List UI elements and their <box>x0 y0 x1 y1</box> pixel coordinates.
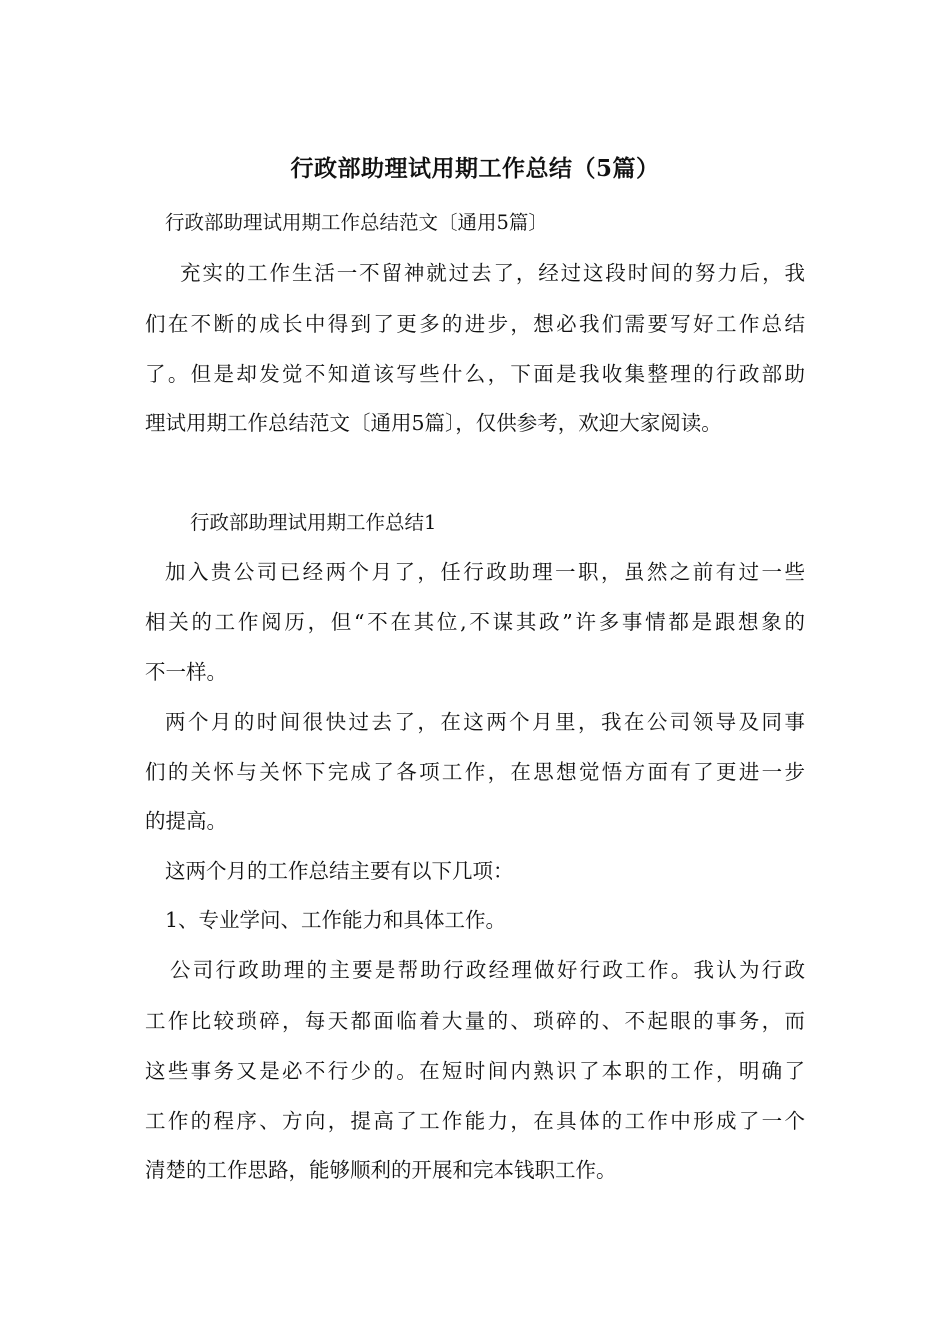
para4-line-3: 这些事务又是必不行少的。在短时间内熟识了本职的工作，明确了 <box>145 1059 805 1083</box>
document-subtitle: 行政部助理试用期工作总结范文〔通用5篇〕 <box>165 211 548 234</box>
section-title: 行政部助理试用期工作总结1 <box>190 511 437 534</box>
document-title: 行政部助理试用期工作总结（5篇） <box>290 155 660 182</box>
intro-line-3: 了。但是却发觉不知道该写些什么，下面是我收集整理的行政部助 <box>145 362 805 386</box>
para2-line-1: 两个月的时间很快过去了，在这两个月里，我在公司领导及同事 <box>165 710 805 734</box>
item-1-title: 1、专业学问、工作能力和具体工作。 <box>165 908 507 932</box>
intro-line-4: 理试用期工作总结范文〔通用5篇〕，仅供参考，欢迎大家阅读。 <box>145 411 722 435</box>
para3-line: 这两个月的工作总结主要有以下几项： <box>165 859 514 883</box>
para2-line-2: 们的关怀与关怀下完成了各项工作，在思想觉悟方面有了更进一步 <box>145 760 805 784</box>
intro-line-2: 们在不断的成长中得到了更多的进步，想必我们需要写好工作总结 <box>145 312 805 336</box>
para1-line-2: 相关的工作阅历，但“不在其位,不谋其政”许多事情都是跟想象的 <box>145 610 805 634</box>
para2-line-3: 的提高。 <box>145 809 227 833</box>
para4-line-1: 公司行政助理的主要是帮助行政经理做好行政工作。我认为行政 <box>170 958 805 982</box>
para1-line-1: 加入贵公司已经两个月了，任行政助理一职，虽然之前有过一些 <box>165 560 805 584</box>
para4-line-5: 清楚的工作思路，能够顺利的开展和完本钱职工作。 <box>145 1158 617 1182</box>
para1-line-3: 不一样。 <box>145 660 227 684</box>
para4-line-2: 工作比较琐碎，每天都面临着大量的、琐碎的、不起眼的事务，而 <box>145 1009 805 1033</box>
para4-line-4: 工作的程序、方向，提高了工作能力，在具体的工作中形成了一个 <box>145 1109 805 1133</box>
intro-line-1: 充实的工作生活一不留神就过去了，经过这段时间的努力后，我 <box>180 261 805 285</box>
